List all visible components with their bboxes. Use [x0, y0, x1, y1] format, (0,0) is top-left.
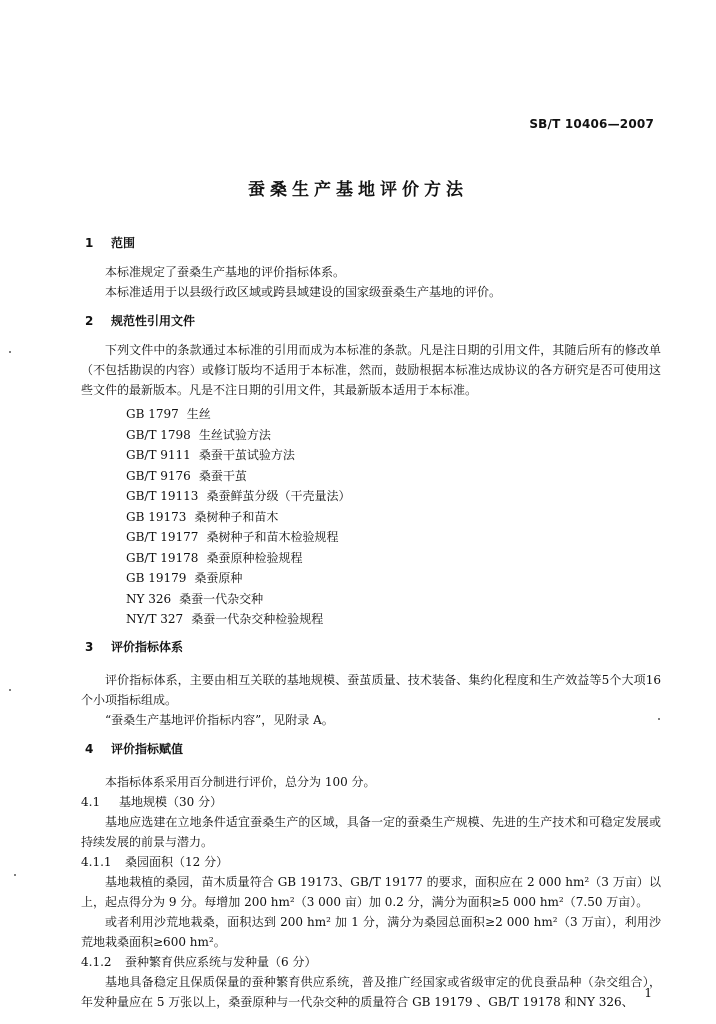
reference-item [126, 404, 661, 425]
reference-item [126, 527, 661, 548]
reference-name: 桑蚕干茧 [198, 468, 247, 483]
section-number: 4 [85, 741, 94, 756]
subsection-title: 蚕种繁育供应系统与发种量（6 分） [125, 954, 317, 969]
section-title: 规范性引用文件 [111, 314, 196, 328]
reference-name: 桑树种子和苗木 [194, 509, 279, 524]
subsection-4-1-heading [81, 792, 661, 812]
reference-name: 桑蚕一代杂交种检验规程 [191, 612, 324, 626]
section-2-heading [81, 310, 661, 332]
reference-name: 桑蚕干茧试验方法 [198, 448, 295, 462]
reference-name: 生丝 [186, 407, 211, 421]
reference-name: 桑蚕鲜茧分级（干壳量法） [206, 489, 351, 503]
paragraph: 本标准规定了蚕桑生产基地的评价指标体系。 [105, 265, 346, 279]
reference-code: GB 19179 [126, 571, 187, 585]
reference-item [126, 425, 661, 446]
section-3-heading [81, 636, 661, 658]
section-title: 范围 [111, 236, 136, 250]
reference-item [126, 589, 661, 610]
reference-item [126, 507, 661, 528]
subsection-title: 基地规模（30 分） [119, 794, 223, 809]
subsection-number: 4.1.1 [81, 854, 112, 869]
paragraph: 本指标体系采用百分制进行评价，总分为 100 分。 [105, 774, 376, 789]
section-title: 评价指标体系 [111, 639, 184, 654]
reference-list [126, 404, 661, 630]
scan-speck [9, 689, 11, 691]
section-number: 3 [85, 639, 94, 654]
section-title: 评价指标赋值 [111, 741, 184, 756]
reference-code: GB/T 1798 [126, 427, 191, 442]
reference-name: 桑蚕原种 [194, 571, 243, 585]
paragraph: 基地具备稳定且保质保量的蚕种繁育供应系统，普及推广经国家或省级审定的优良蚕品种（杂交组合），年发种量应在 5 万张以上，桑蚕原种与一代杂交种的质量符合 GB 19179 、GB/T 19178 和NY 326、 [81, 974, 661, 1009]
subsection-number: 4.1.2 [81, 954, 112, 969]
reference-code: GB/T 19113 [126, 489, 199, 503]
section-number: 2 [85, 314, 94, 328]
reference-code: GB/T 9176 [126, 468, 191, 483]
reference-item [126, 548, 661, 569]
reference-code: GB 1797 [126, 407, 179, 421]
reference-code: GB/T 19178 [126, 550, 199, 565]
reference-name: 生丝试验方法 [198, 427, 271, 442]
scan-speck [9, 351, 11, 353]
reference-code: GB/T 19177 [126, 530, 199, 544]
subsection-number: 4.1 [81, 794, 101, 809]
reference-code: GB/T 9111 [126, 448, 191, 462]
reference-code: NY 326 [126, 591, 172, 606]
section-number: 1 [85, 236, 94, 250]
reference-item [126, 609, 661, 630]
paragraph: 评价指标体系，主要由相互关联的基地规模、蚕茧质量、技术装备、集约化程度和生产效益等5个大项16个小项指标组成。 [81, 672, 661, 707]
page-number: 1 [644, 986, 652, 1000]
paragraph: 基地栽植的桑园，苗木质量符合 GB 19173、GB/T 19177 的要求，面积应在 2 000 hm²（3 万亩）以上，起点得分为 9 分。每增加 200 hm²（3 000 亩）加 0.2 分，满分为面积≥5 000 hm²（7.50 万亩）。 [81, 874, 661, 909]
section-4-heading [81, 738, 661, 760]
reference-name: 桑蚕一代杂交种 [179, 591, 264, 606]
reference-item [126, 486, 661, 507]
reference-item [126, 568, 661, 589]
reference-name: 桑蚕原种检验规程 [206, 550, 303, 565]
reference-code: GB 19173 [126, 509, 187, 524]
reference-code: NY/T 327 [126, 612, 184, 626]
reference-name: 桑树种子和苗木检验规程 [206, 530, 339, 544]
reference-item [126, 466, 661, 487]
section-1-heading [81, 232, 661, 254]
scan-speck [14, 874, 16, 876]
subsection-4-1-2-heading [81, 952, 661, 972]
reference-item [126, 445, 661, 466]
paragraph: 或者利用沙荒地栽桑，面积达到 200 hm² 加 1 分，满分为桑园总面积≥2 000 hm²（3 万亩），利用沙荒地栽桑面积≥600 hm²。 [81, 914, 661, 949]
subsection-4-1-1-heading [81, 852, 661, 872]
paragraph: “蚕桑生产基地评价指标内容”，见附录 A。 [105, 712, 334, 727]
standard-code: SB/T 10406—2007 [529, 117, 654, 131]
document-title: 蚕桑生产基地评价方法 [248, 180, 468, 200]
scan-speck [658, 718, 660, 720]
document-body [81, 232, 661, 1012]
paragraph: 本标准适用于以县级行政区域或跨县域建设的国家级蚕桑生产基地的评价。 [105, 285, 502, 299]
paragraph: 下列文件中的条款通过本标准的引用而成为本标准的条款。凡是注日期的引用文件，其随后所有的修改单（不包括勘误的内容）或修订版均不适用于本标准，然而，鼓励根据本标准达成协议的各方研究是否可使用这些文件的最新版本。凡是不注日期的引用文件，其最新版本适用于本标准。 [81, 343, 661, 397]
paragraph: 基地应选建在立地条件适宜蚕桑生产的区域，具备一定的蚕桑生产规模、先进的生产技术和可稳定发展或持续发展的前景与潜力。 [81, 814, 661, 849]
subsection-title: 桑园面积（12 分） [125, 854, 229, 869]
